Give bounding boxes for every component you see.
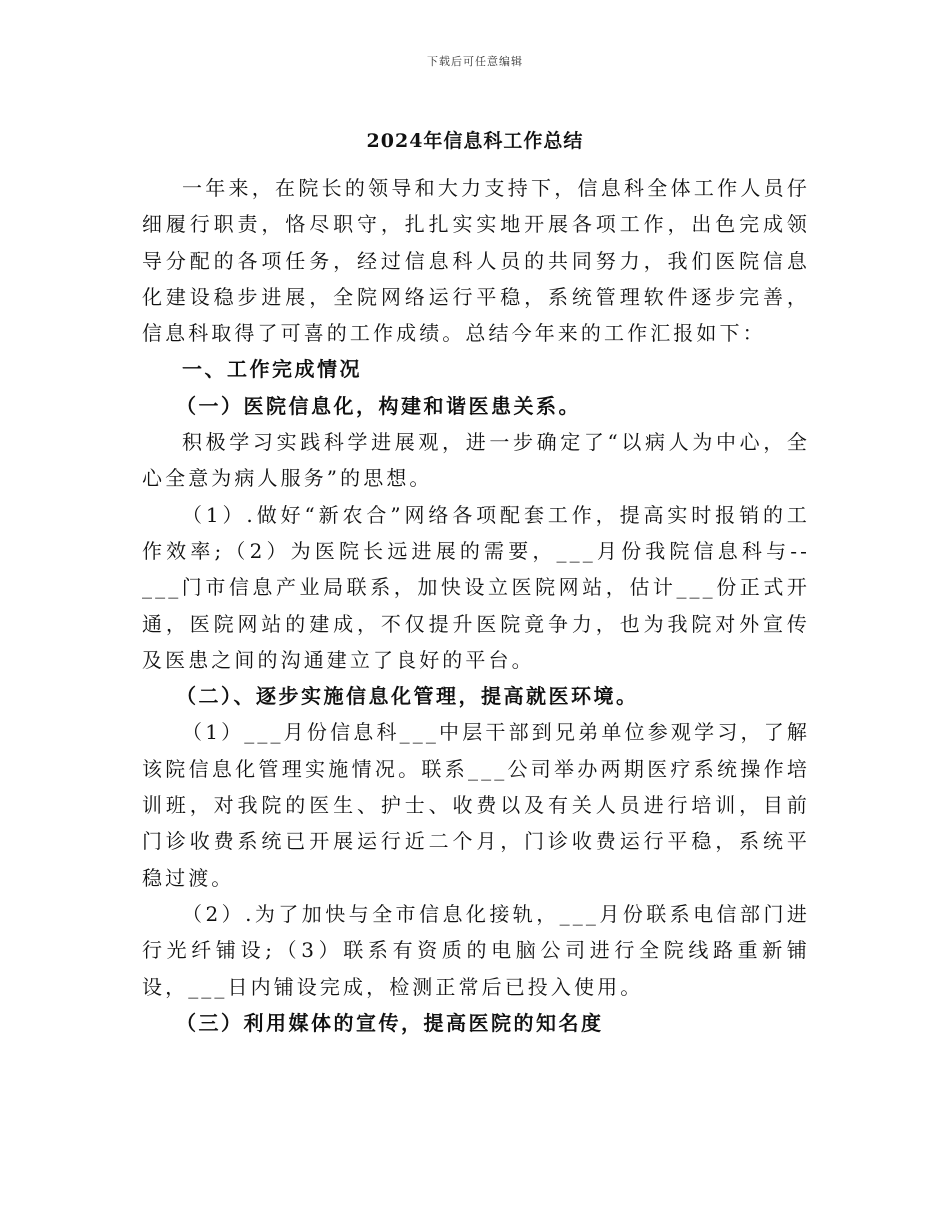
subsection-heading-3: （三）利用媒体的宣传，提高医院的知名度: [176, 1010, 604, 1035]
intro-paragraph: 一年来，在院长的领导和大力支持下，信息科全体工作人员仔细履行职责，恪尽职守，扎扎实实地开展各项工作，出色完成领导分配的各项任务，经过信息科人员的共同努力，我们医院信息化建设稳步进展，全院网络运行平稳，系统管理软件逐步完善，信息科取得了可喜的工作成绩。总结今年来的工作汇报如下：: [142, 176, 810, 346]
body-paragraph: （1）.做好“新农合”网络各项配套工作，提高实时报销的工作效率;（2）为医院长远进展的需要，___月份我院信息科与--___门市信息产业局联系，加快设立医院网站，估计___份正式开通，医院网站的建成，不仅提升医院竟争力，也为我院对外宣传及医患之间的沟通建立了良好的平台。: [142, 502, 810, 672]
subsection-heading-1: （一）医院信息化，构建和谐医患关系。: [176, 393, 581, 418]
body-paragraph: （2）.为了加快与全市信息化接轨，___月份联系电信部门进行光纤铺设;（3）联系有资质的电脑公司进行全院线路重新铺设，___日内铺设完成，检测正常后已投入使用。: [142, 901, 810, 999]
subsection-heading-2: （二）、逐步实施信息化管理，提高就医环境。: [176, 684, 639, 709]
section-heading-1: 一、工作完成情况: [182, 357, 362, 382]
header-note: 下载后可任意编辑: [427, 55, 523, 68]
body-paragraph: （1）___月份信息科___中层干部到兄弟单位参观学习，了解该院信息化管理实施情况。联系___公司举办两期医疗系统操作培训班，对我院的医生、护士、收费以及有关人员进行培训，目前门诊收费系统已开展运行近二个月，门诊收费运行平稳，系统平稳过渡。: [142, 720, 810, 890]
body-paragraph: 积极学习实践科学进展观，进一步确定了“以病人为中心，全心全意为病人服务”的思想。: [142, 430, 810, 491]
document-body: [142, 170, 810, 1041]
document-title: 2024年信息科工作总结: [366, 130, 584, 152]
